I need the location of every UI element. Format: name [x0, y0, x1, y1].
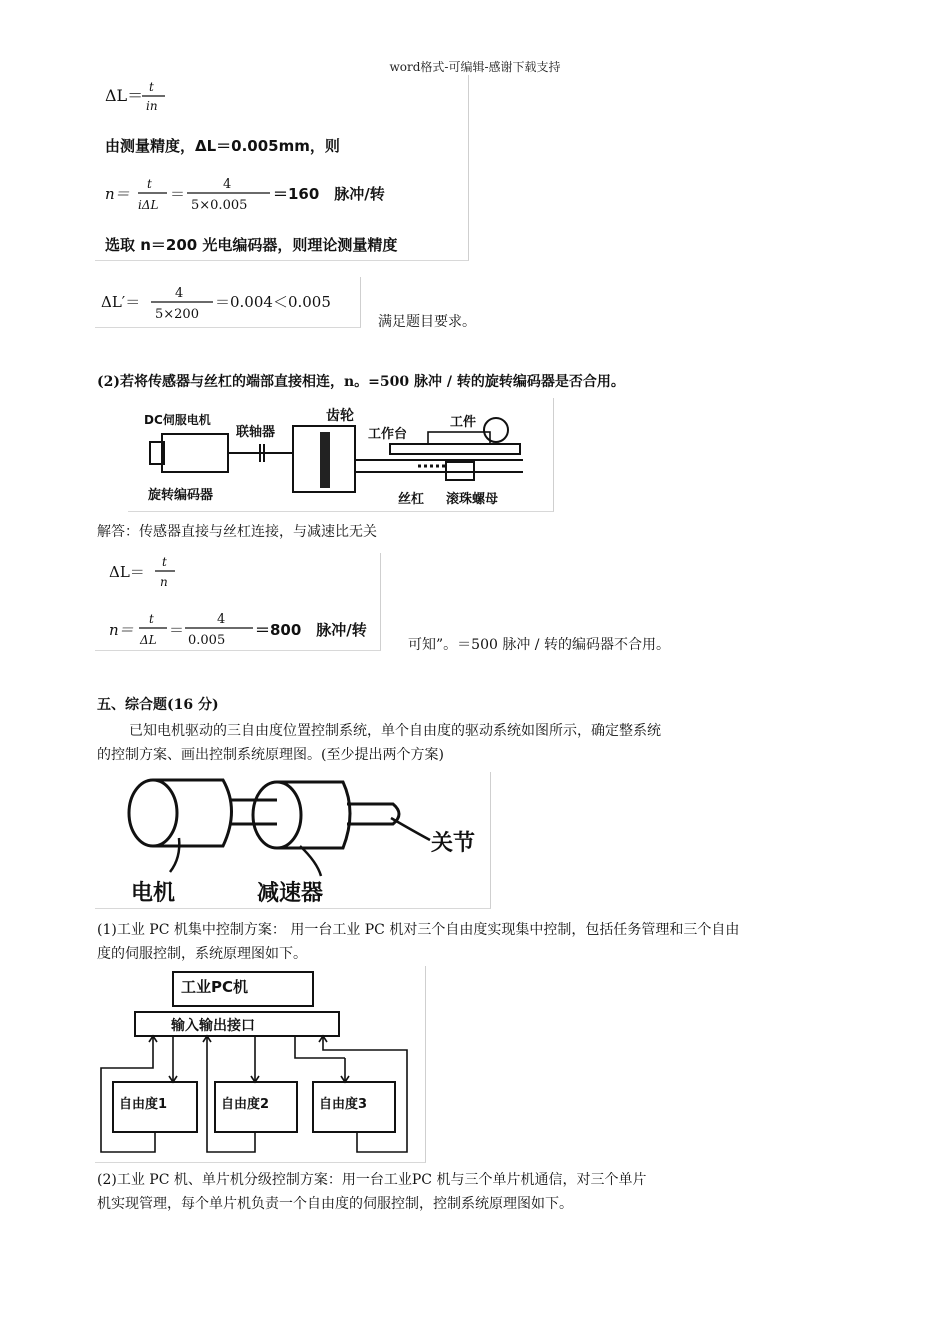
motor-cylinder [153, 780, 232, 846]
section-5-title: 五、综合题(16 分) [97, 697, 219, 713]
eq2-num1: t [149, 612, 154, 626]
gear-teeth [320, 432, 330, 488]
label-workpiece: 工件 [450, 415, 477, 430]
eq3-result: ＝160 脉冲/转 [273, 185, 385, 203]
formula-image-2 [95, 277, 361, 328]
eq3-eq: ＝ [170, 185, 186, 203]
plan-2-line-2: 机实现管理，每个单片机负责一个自由度的伺服控制，控制系统原理图如下。 [97, 1196, 573, 1212]
label-coupling: 联轴器 [236, 425, 276, 440]
eq3-lhs: n＝ [105, 185, 130, 203]
eq-lhs: ΔL′＝ [101, 293, 141, 311]
text-satisfy: 满足题目要求。 [378, 314, 476, 330]
eq2-result: ＝800 脉冲/转 [255, 621, 367, 639]
eq2-num2: 4 [217, 612, 226, 627]
formula-image-1 [95, 75, 469, 261]
eq-line-2: 由测量精度，ΔL＝0.005mm，则 [105, 137, 340, 155]
drive-diagram [128, 398, 554, 512]
eq3-den1: iΔL [138, 198, 159, 212]
centralized-control-diagram [95, 966, 426, 1163]
label-motor: 电机 [131, 881, 176, 906]
label-ball-nut: 滚珠螺母 [446, 492, 499, 507]
reducer-cylinder [277, 782, 350, 848]
eq2-lhs: n＝ [109, 621, 134, 639]
motor-reducer-diagram [95, 772, 491, 909]
label-dof-2: 自由度2 [221, 1097, 270, 1112]
eq2-den1: ΔL [140, 633, 157, 647]
label-reducer: 减速器 [257, 881, 324, 906]
eq-den: 5×200 [155, 307, 199, 322]
label-dof-3: 自由度3 [319, 1097, 368, 1112]
workpiece-roller [484, 418, 508, 442]
label-dc-motor: DC伺服电机 [144, 413, 211, 427]
text-conclusion: 可知”。＝500 脉冲 / 转的编码器不合用。 [408, 637, 670, 653]
eq1-lhs: ΔL＝ [109, 563, 145, 581]
eq1-num: t [149, 80, 154, 94]
page-header: word格式-可编辑-感谢下载支持 [389, 60, 561, 74]
label-worktable: 工作台 [368, 427, 408, 442]
eq3-num2: 4 [223, 177, 232, 192]
label-pc: 工业PC机 [181, 978, 249, 996]
label-encoder: 旋转编码器 [148, 488, 214, 503]
label-joint: 关节 [431, 831, 476, 856]
plan-2-line-1: (2)工业 PC 机、单片机分级控制方案：用一台工业PC 机与三个单片机通信，对三个单片 [97, 1172, 647, 1188]
formula-image-3 [95, 553, 381, 651]
motor-body [162, 434, 228, 472]
label-dof-1: 自由度1 [119, 1097, 168, 1112]
eq3-num1: t [147, 177, 152, 191]
eq1-den: in [146, 99, 158, 113]
eq1-num: t [162, 555, 167, 569]
joint-shaft [347, 804, 399, 824]
eq1-lhs: ΔL＝ [105, 86, 144, 105]
eq2-den2: 0.005 [188, 633, 226, 648]
label-io: 输入输出接口 [171, 1018, 255, 1034]
eq1-den: n [160, 575, 168, 589]
section-5-paragraph-line-1: 已知电机驱动的三自由度位置控制系统，单个自由度的驱动系统如图所示，确定整系统 [129, 723, 661, 739]
label-screw: 丝杠 [398, 492, 425, 507]
eq-result: ＝0.004＜0.005 [215, 293, 331, 311]
worktable-plate [390, 444, 520, 454]
eq-num: 4 [175, 286, 184, 301]
question-2: (2)若将传感器与丝杠的端部直接相连，n。=500 脉冲 / 转的旋转编码器是否合用。 [97, 374, 625, 390]
plan-1-line-2: 度的伺服控制，系统原理图如下。 [97, 946, 307, 962]
eq-line-4: 选取 n＝200 光电编码器，则理论测量精度 [105, 236, 398, 254]
answer-intro: 解答：传感器直接与丝杠连接，与减速比无关 [97, 524, 377, 540]
eq3-den2: 5×0.005 [191, 198, 248, 213]
label-gear: 齿轮 [326, 408, 354, 424]
eq2-eq: ＝ [169, 621, 185, 639]
plan-1-line-1: (1)工业 PC 机集中控制方案： 用一台工业 PC 机对三个自由度实现集中控制，包括任务管理和三个自由 [97, 922, 740, 938]
section-5-paragraph-line-2: 的控制方案、画出控制系统原理图。(至少提出两个方案) [97, 747, 444, 763]
